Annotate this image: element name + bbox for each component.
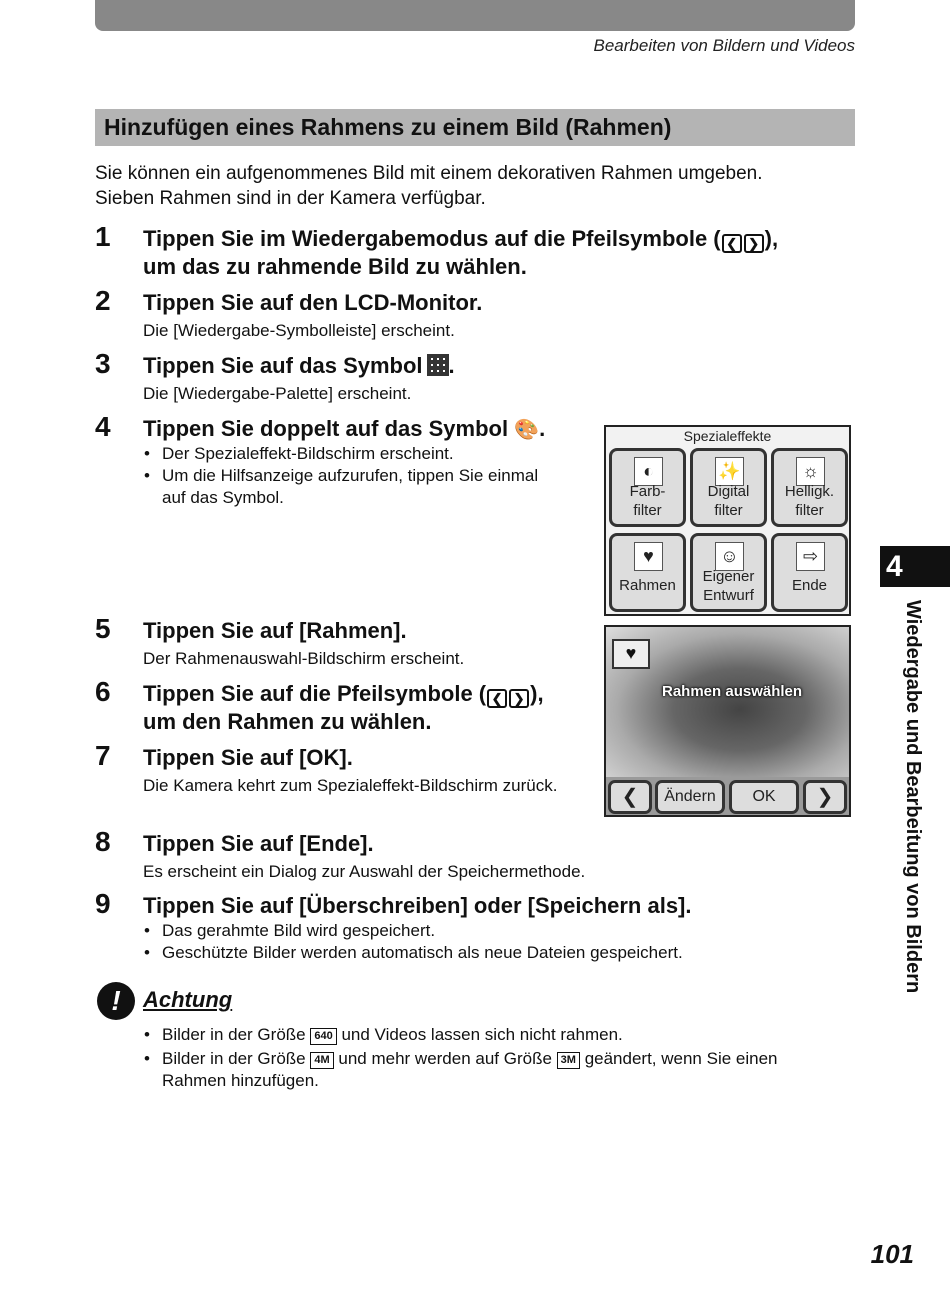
step-2-number: 2 (95, 285, 111, 316)
step-8-number: 8 (95, 826, 111, 857)
step-9-bullet-2: • Geschützte Bilder werden automatisch als neue Dateien gespeichert. (143, 942, 843, 964)
own-design-label-1: Eigener (702, 568, 755, 585)
size-640-icon: 640 (310, 1028, 336, 1045)
section-title: Hinzufügen eines Rahmens zu einem Bild (Rahmen) (95, 109, 855, 146)
caution-1-text-a: Bilder in der Größe (162, 1025, 306, 1044)
exit-icon: ⇨ (796, 542, 825, 571)
arrow-right-icon: ❯ (744, 234, 764, 253)
brightness-icon: ☼ (796, 457, 825, 486)
caution-title: Achtung (143, 987, 233, 1012)
step-6-number: 6 (95, 676, 111, 707)
arrow-right-icon: ❯ (816, 786, 834, 808)
end-label: Ende (791, 577, 828, 594)
color-filter-icon: ◐ (634, 457, 663, 486)
brightness-filter-button[interactable] (771, 448, 848, 527)
caution-2-text-b: und mehr werden auf Größe (338, 1049, 552, 1068)
step-8-heading: Tippen Sie auf [Ende]. (143, 831, 374, 856)
step-9-bullets (143, 920, 843, 964)
intro-text (95, 161, 855, 211)
color-filter-button[interactable] (609, 448, 686, 527)
size-3m-icon: 3M (557, 1052, 580, 1069)
step-9-bullet-1: • Das gerahmte Bild wird gespeichert. (143, 920, 843, 942)
palette-grid-icon (427, 354, 449, 376)
ok-button[interactable]: OK (729, 780, 799, 814)
heart-icon: ♥ (634, 542, 663, 571)
step-6-text-a: Tippen Sie auf die Pfeilsymbole ( (143, 681, 487, 706)
caution-item-2 (143, 1048, 843, 1092)
step-4-bullets (143, 443, 543, 509)
prev-frame-button[interactable] (608, 780, 652, 814)
intro-line-2: Sieben Rahmen sind in der Kamera verfügbar. (95, 188, 486, 209)
step-1-number: 1 (95, 221, 111, 252)
caution-list (143, 1024, 843, 1094)
step-1-text-a: Tippen Sie im Wiedergabemodus auf die Pfeilsymbole ( (143, 226, 721, 251)
step-3-text: Tippen Sie auf das Symbol (143, 353, 423, 378)
own-design-label-2: Entwurf (703, 587, 754, 604)
page-number: 101 (870, 1239, 914, 1269)
size-4m-icon: 4M (310, 1052, 333, 1069)
step-2-desc: Die [Wiedergabe-Symbolleiste] erscheint. (143, 321, 455, 340)
step-1-text-b: ), (764, 226, 779, 251)
frame-caption: Rahmen auswählen (662, 683, 803, 700)
color-filter-label-1: Farb- (629, 483, 666, 500)
step-9-number: 9 (95, 888, 111, 919)
caution-icon: ! (97, 982, 135, 1020)
step-4-number: 4 (95, 411, 111, 442)
step-4-heading: Tippen Sie doppelt auf das Symbol 🎨. (143, 416, 546, 441)
arrow-left-icon: ❮ (722, 234, 742, 253)
step-2-heading: Tippen Sie auf den LCD-Monitor. (143, 290, 483, 315)
draw-icon: ☺ (715, 542, 744, 571)
digital-filter-label-1: Digital (707, 483, 750, 500)
brightness-filter-label-2: filter (795, 502, 824, 519)
step-1-text-c: um das zu rahmende Bild zu wählen. (143, 254, 527, 279)
next-frame-button[interactable] (803, 780, 847, 814)
arrow-left-icon: ❮ (621, 786, 639, 808)
digital-filter-label-2: filter (714, 502, 743, 519)
brightness-filter-label-1: Helligk. (784, 483, 835, 500)
arrow-right-icon: ❯ (509, 689, 529, 708)
step-7-desc: Die Kamera kehrt zum Spezialeffekt-Bildschirm zurück. (143, 776, 558, 795)
color-filter-label-2: filter (633, 502, 662, 519)
step-4-bullet-1: • Der Spezialeffekt-Bildschirm erscheint. (143, 443, 543, 465)
frame-label: Rahmen (619, 577, 676, 594)
top-bar (95, 0, 855, 31)
step-3-number: 3 (95, 348, 111, 379)
step-7-heading: Tippen Sie auf [OK]. (143, 745, 353, 770)
step-8-desc: Es erscheint ein Dialog zur Auswahl der Speichermethode. (143, 862, 586, 881)
running-header: Bearbeiten von Bildern und Videos (593, 36, 855, 55)
heart-icon: ♥ (612, 639, 650, 669)
frame-button[interactable] (609, 533, 686, 612)
caution-1-text-b: und Videos lassen sich nicht rahmen. (341, 1025, 623, 1044)
menu-title: Spezialeffekte (683, 428, 772, 444)
step-6-heading (143, 680, 593, 735)
change-button[interactable]: Ändern (655, 780, 725, 814)
step-3-desc: Die [Wiedergabe-Palette] erscheint. (143, 384, 412, 403)
step-4-bullet-2: • Um die Hilfsanzeige aufzurufen, tippen Sie einmal auf das Symbol. (143, 465, 542, 509)
caution-2-text-c: geändert, wenn Sie einen Rahmen hinzufügen. (162, 1049, 778, 1090)
step-5-heading: Tippen Sie auf [Rahmen]. (143, 618, 407, 643)
own-design-button[interactable] (690, 533, 767, 612)
chapter-tab-number: 4 (880, 546, 950, 587)
step-4-text: Tippen Sie doppelt auf das Symbol (143, 416, 509, 441)
step-5-desc: Der Rahmenauswahl-Bildschirm erscheint. (143, 649, 465, 668)
frame-select-screen (604, 625, 851, 817)
intro-line-1: Sie können ein aufgenommenes Bild mit einem dekorativen Rahmen umgeben. (95, 163, 763, 184)
step-7-number: 7 (95, 740, 111, 771)
end-button[interactable] (771, 533, 848, 612)
special-effects-icon: 🎨 (514, 419, 540, 441)
magic-wand-icon: ✨ (715, 457, 744, 486)
special-effects-menu (604, 425, 851, 616)
step-3-heading: Tippen Sie auf das Symbol . (143, 353, 455, 378)
arrow-left-icon: ❮ (487, 689, 507, 708)
digital-filter-button[interactable] (690, 448, 767, 527)
step-5-number: 5 (95, 613, 111, 644)
step-1-heading (143, 225, 853, 280)
step-6-text-b: ), (530, 681, 544, 706)
step-9-heading: Tippen Sie auf [Überschreiben] oder [Speichern als]. (143, 893, 692, 918)
step-6-text-c: um den Rahmen zu wählen. (143, 709, 432, 734)
caution-item-1 (143, 1024, 843, 1046)
chapter-tab-title: Wiedergabe und Bearbeitung von Bildern (902, 600, 924, 994)
caution-2-text-a: Bilder in der Größe (162, 1049, 306, 1068)
